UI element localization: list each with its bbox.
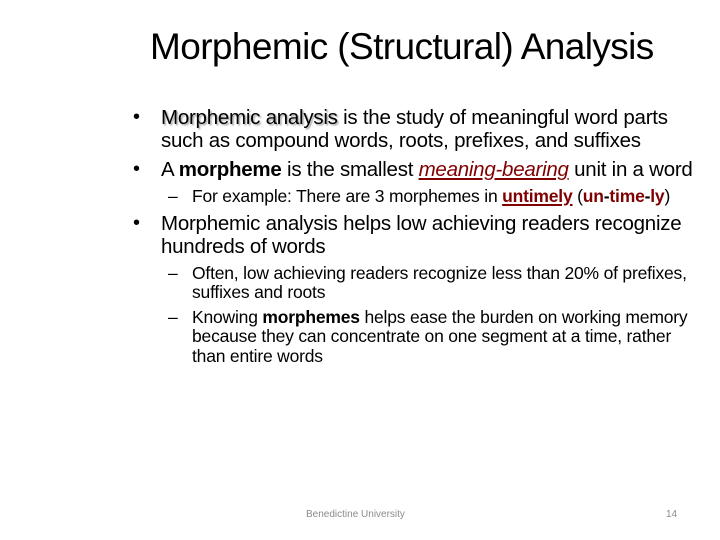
bullet-text-middle: is the smallest (281, 158, 419, 181)
sub-bullet-text: Often, low achieving readers recognize less than 20% of prefixes, suffixes and roots (192, 262, 687, 302)
sub-bullet-working-memory (133, 308, 703, 367)
term-morphemic-analysis: Morphemic analysis (161, 106, 338, 129)
bullet-morphemic-analysis-definition (133, 106, 703, 152)
bullet-dot-icon: • (133, 106, 140, 128)
bullet-dot-icon: • (133, 158, 140, 180)
sub-bullet-dash-icon: – (168, 306, 178, 327)
term-morphemes: morphemes (262, 306, 360, 327)
open-paren: ( (572, 186, 583, 206)
sub-bullet-untimely-example (133, 187, 703, 207)
sub-bullet-low-achievers-stat (133, 264, 703, 303)
example-word-untimely: untimely (502, 186, 573, 206)
bullet-text: Morphemic analysis helps low achieving readers recognize hundreds of words (161, 211, 682, 258)
bullet-text: is the study of meaningful word parts such as compound words, roots, prefixes, and suffixes (161, 106, 668, 152)
slide-title: Morphemic (Structural) Analysis (150, 26, 654, 67)
sub-bullet-text-prefix: Knowing (192, 306, 263, 327)
morpheme-separator: - (603, 186, 610, 206)
sub-bullet-dash-icon: – (168, 186, 178, 206)
term-morpheme: morpheme (178, 158, 282, 181)
close-paren: ) (664, 186, 671, 206)
footer-institution: Benedictine University (306, 509, 405, 520)
sub-bullet-text: For example: There are 3 morphemes in (192, 186, 503, 206)
sub-bullet-text-suffix: helps ease the burden on working memory because they can concentrate on one segment at a time, rather than entire words (192, 306, 688, 366)
emphasis-meaning-bearing: meaning-bearing (418, 158, 569, 181)
bullet-morpheme-definition (133, 158, 703, 181)
bullet-dot-icon: • (133, 211, 140, 234)
bullet-text-suffix: unit in a word (568, 158, 693, 181)
morpheme-part-time: time (609, 186, 645, 206)
bullet-text-prefix: A (161, 158, 179, 181)
morpheme-part-ly: ly (650, 186, 665, 206)
morpheme-part-un: un (582, 186, 604, 206)
morpheme-separator: - (644, 186, 651, 206)
bullet-morphemic-analysis-benefits (133, 212, 703, 258)
sub-bullet-dash-icon: – (168, 262, 178, 283)
footer-page-number: 14 (666, 509, 678, 520)
slide-content (133, 106, 703, 371)
